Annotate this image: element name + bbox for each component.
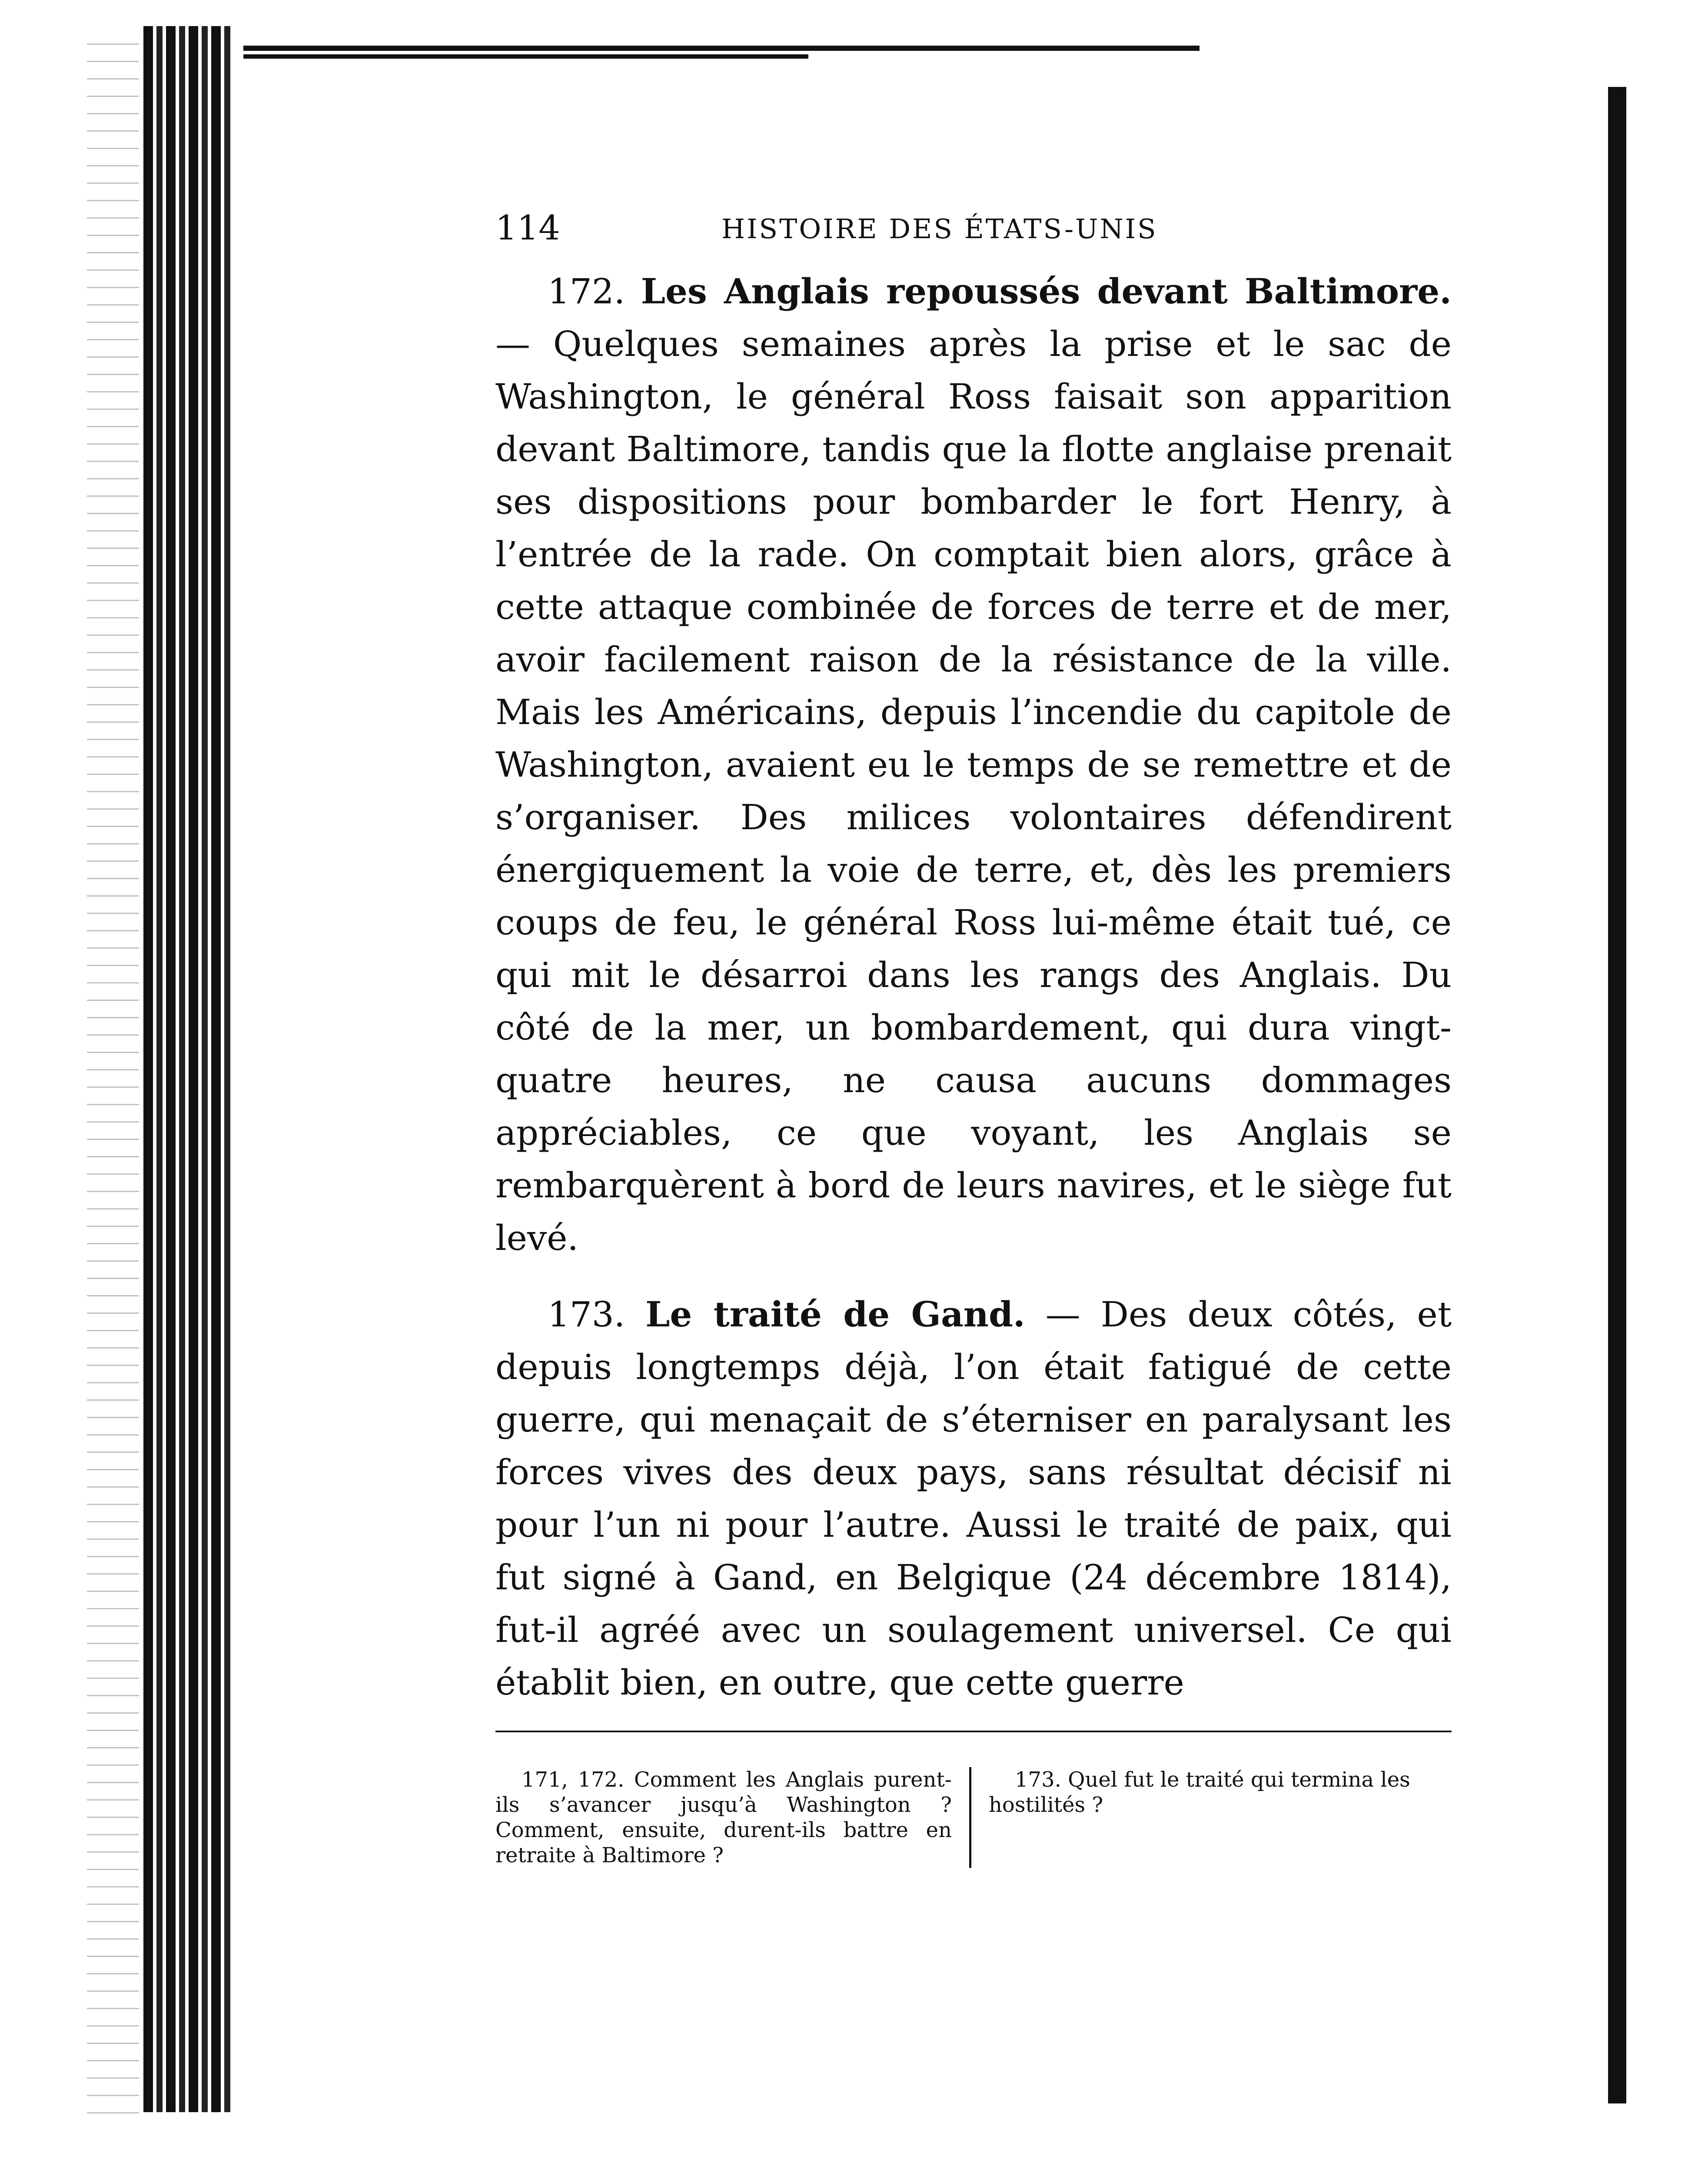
section-text: Des deux côtés, et depuis longtemps déjà, l’on était fatigué de cette guerre, qui menaçait de s’éterniser en paralysant les forces vives des deux pays, sans résultat décisif ni pour l’un ni pour l’autre. Aussi le traité de paix, qui fut signé à Gand, en Belgique (24 décembre 1814), fut-il agréé avec un soulagement universel. Ce qui établit bien, en outre, que cette guerre [495, 1294, 1452, 1703]
section-172 [495, 265, 1452, 1264]
book-page [495, 196, 1452, 1868]
footnotes [495, 1767, 1452, 1868]
section-173 [495, 1288, 1452, 1709]
section-heading: Les Anglais repoussés devant Baltimore. [641, 271, 1452, 312]
scan-binding-shadow [143, 26, 230, 2112]
footnote-questions-171-172: 171, 172. Comment les Anglais purent-ils s’avancer jusqu’à Washington ? Comment, ensuite, durent-ils battre en retraite à Baltimore ? [495, 1767, 971, 1868]
section-heading: Le traité de Gand. [645, 1294, 1025, 1335]
scan-top-edge-secondary [243, 54, 808, 59]
footnote-divider [495, 1731, 1452, 1732]
page-header [495, 196, 1452, 261]
heading-dash: — [1025, 1294, 1101, 1335]
scan-top-edge [243, 46, 1200, 51]
section-number: 172. [548, 271, 625, 312]
scan-right-edge [1608, 87, 1626, 2103]
body-text [495, 265, 1452, 1709]
section-number: 173. [548, 1294, 625, 1335]
heading-dash: — [495, 324, 553, 364]
section-text: Quelques semaines après la prise et le sac de Washington, le général Ross faisait son apparition devant Baltimore, tandis que la flotte anglaise prenait ses dispositions pour bombarder le fort Henry, à l’entrée de la rade. On comptait bien alors, grâce à cette attaque combinée de forces de terre et de mer, avoir facilement raison de la résistance de la ville. Mais les Américains, depuis l’incendie du capitole de Washington, avaient eu le temps de se remettre et de s’organiser. Des milices volontaires défendirent énergiquement la voie de terre, et, dès les premiers coups de feu, le général Ross lui-même était tué, ce qui mit le désarroi dans les rangs des Anglais. Du côté de la mer, un bombardement, qui dura vingt-quatre heures, ne causa aucuns dommages appréciables, ce que voyant, les Anglais se rembarquèrent à bord de leurs navires, et le siège fut levé. [495, 324, 1452, 1258]
page-number: 114 [495, 209, 560, 248]
footnote-question-173: 173. Quel fut le traité qui termina les hostilités ? [989, 1768, 1410, 1817]
running-title: HISTOIRE DES ÉTATS-UNIS [721, 213, 1158, 245]
scan-edge-noise [87, 43, 139, 2130]
